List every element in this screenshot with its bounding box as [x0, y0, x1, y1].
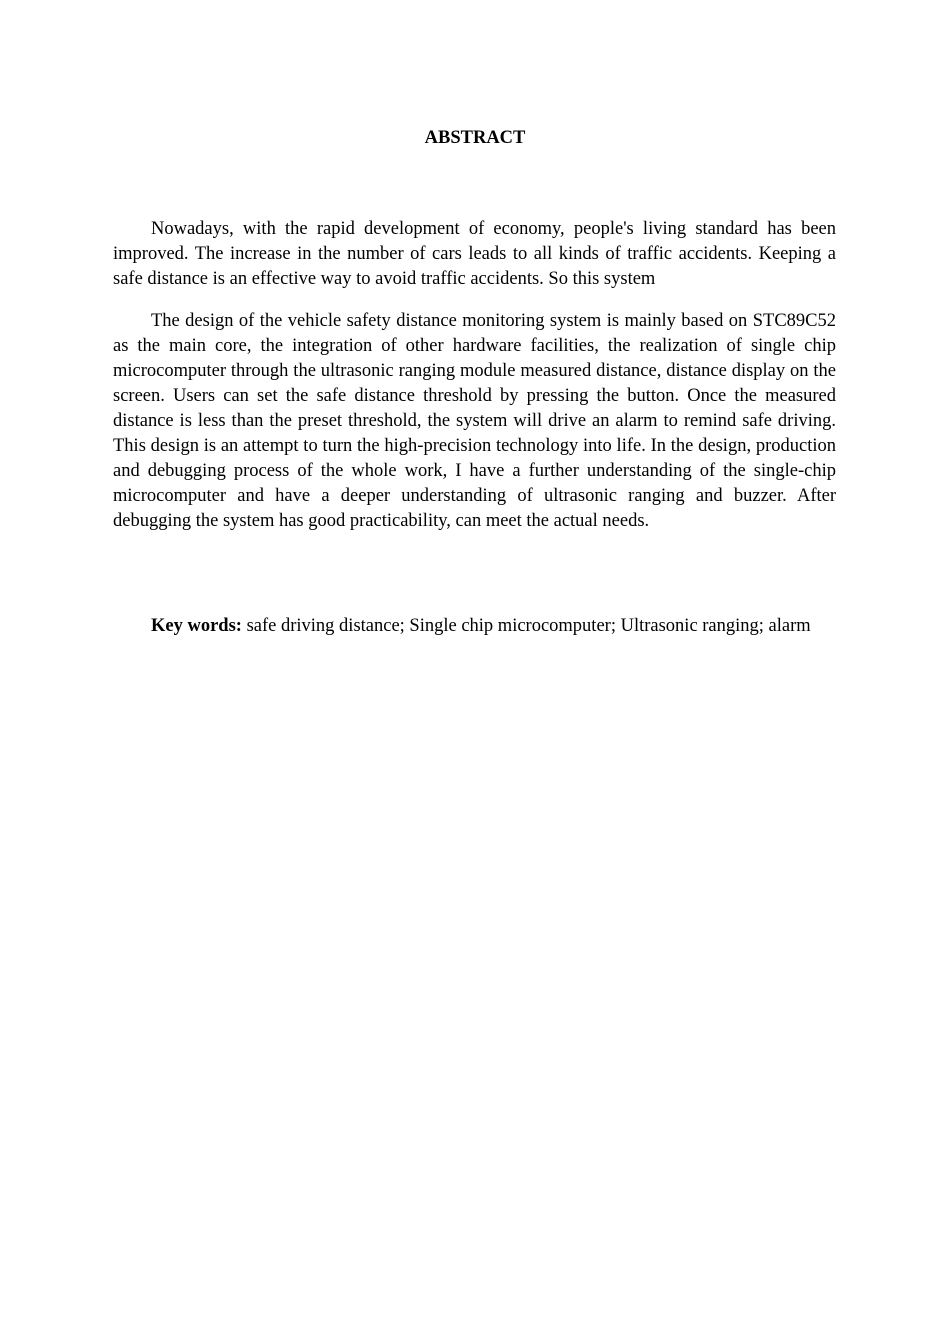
- keywords-label: Key words:: [151, 616, 242, 636]
- abstract-paragraph-2: The design of the vehicle safety distance monitoring system is mainly based on STC89C52 as the main core, the integration of other hardware facilities, the realization of single chip microcomputer through the ultrasonic ranging module measured distance, distance display on the screen. Users can set the safe distance threshold by pressing the button. Once the measured distance is less than the preset threshold, the system will drive an alarm to remind safe driving. This design is an attempt to turn the high-precision technology into life. In the design, production and debugging process of the whole work, I have a further understanding of the single-chip microcomputer and have a deeper understanding of ultrasonic ranging and buzzer. After debugging the system has good practicability, can meet the actual needs.: [113, 311, 836, 531]
- keywords-line: [113, 614, 836, 639]
- keywords-text: safe driving distance; Single chip microcomputer; Ultrasonic ranging; alarm: [241, 616, 811, 636]
- abstract-body: [113, 217, 836, 551]
- abstract-paragraph-1: Nowadays, with the rapid development of economy, people's living standard has been improved. The increase in the number of cars leads to all kinds of traffic accidents. Keeping a safe distance is an effective way to avoid traffic accidents. So this system: [113, 219, 836, 289]
- abstract-title: ABSTRACT: [424, 128, 526, 148]
